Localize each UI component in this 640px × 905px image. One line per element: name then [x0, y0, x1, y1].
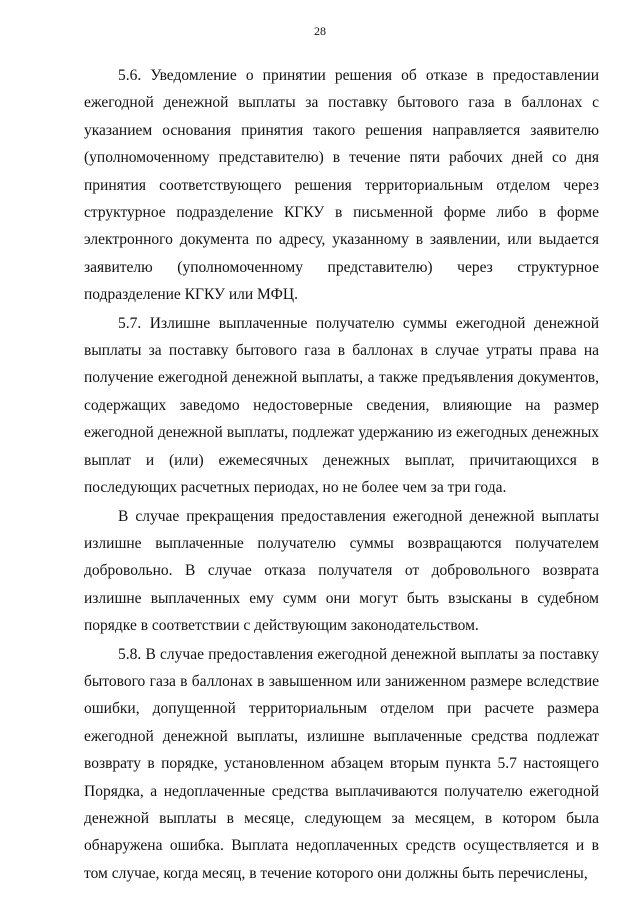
- paragraph-5-7: 5.7. Излишне выплаченные получателю суммы ежегодной денежной выплаты за поставку бытового газа в баллонах в случае утраты права на получение ежегодной денежной выплаты, а также предъявления документов, содержащих заведомо недостоверные сведения, влияющие на размер ежегодной денежной выплаты, подлежат удержанию из ежегодных денежных выплат и (или) ежемесячных денежных выплат, причитающихся в последующих расчетных периодах, но не более чем за три года.: [84, 314, 599, 497]
- page-number: 28: [314, 24, 326, 38]
- document-body: [84, 62, 599, 887]
- paragraph-5-8: 5.8. В случае предоставления ежегодной денежной выплаты за поставку бытового газа в баллонах в завышенном или заниженном размере вследствие ошибки, допущенной территориальным отделом при расчете размера ежегодной денежной выплаты, излишне выплаченные средства подлежат возврату в порядке, установленном абзацем вторым пункта 5.7 настоящего Порядка, а недоплаченные средства выплачиваются получателю ежегодной денежной выплаты в месяце, следующем за месяцем, в котором была обнаружена ошибка. Выплата недоплаченных средств осуществляется и в том случае, когда месяц, в течение которого они должны быть перечислены,: [84, 645, 599, 882]
- paragraph-5-6: 5.6. Уведомление о принятии решения об отказе в предоставлении ежегодной денежной выплаты за поставку бытового газа в баллонах с указанием основания принятия такого решения направляется заявителю (уполномоченному представителю) в течение пяти рабочих дней со дня принятия соответствующего решения территориальным отделом через структурное подразделение КГКУ в письменной форме либо в форме электронного документа по адресу, указанному в заявлении, или выдается заявителю (уполномоченному представителю) через структурное подразделение КГКУ или МФЦ.: [84, 67, 599, 304]
- paragraph-refund-cases: В случае прекращения предоставления ежегодной денежной выплаты излишне выплаченные получателю суммы возвращаются получателем добровольно. В случае отказа получателя от добровольного возврата излишне выплаченных ему сумм они могут быть взысканы в судебном порядке в соответствии с действующим законодательством.: [84, 507, 599, 635]
